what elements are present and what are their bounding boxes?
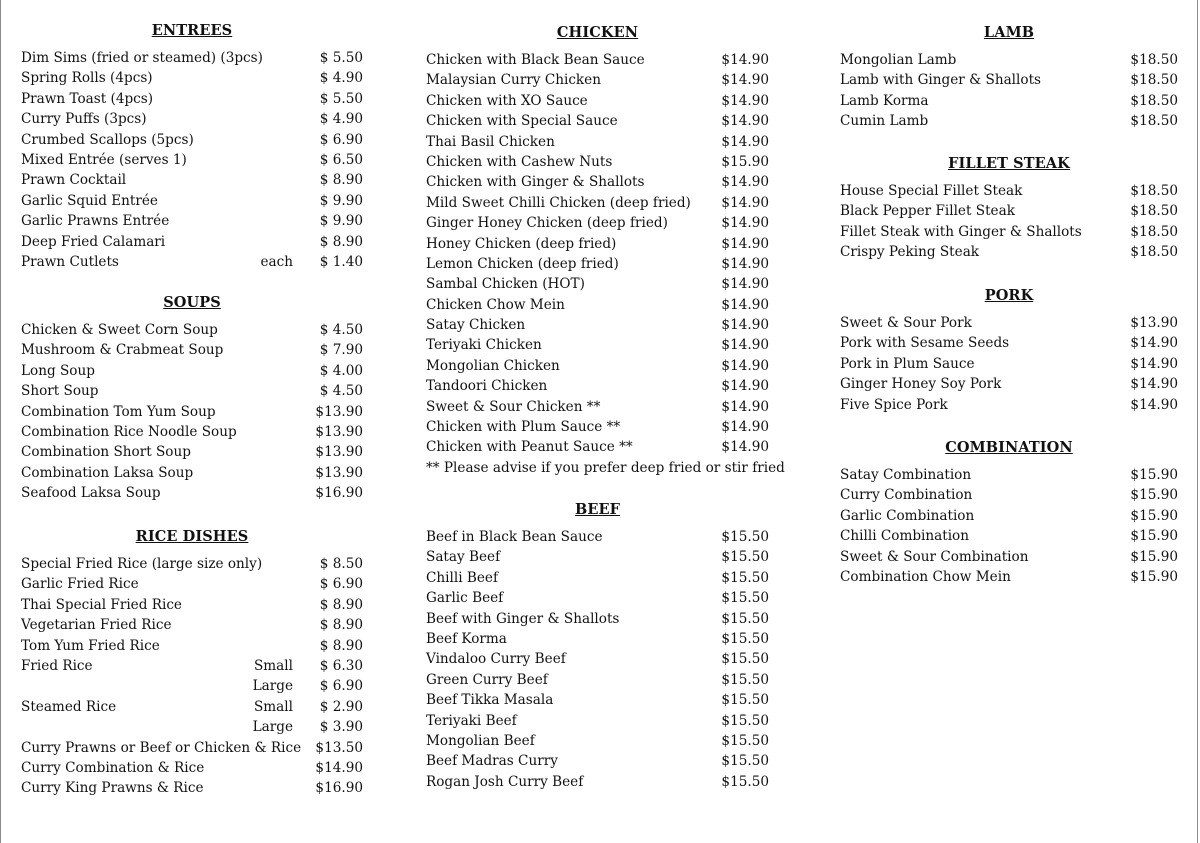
section-lamb bbox=[840, 22, 1178, 132]
item-price: $15.50 bbox=[721, 773, 769, 790]
item-price: $14.90 bbox=[721, 419, 769, 436]
menu-item bbox=[21, 211, 363, 231]
menu-item bbox=[21, 252, 363, 272]
item-name: Cumin Lamb bbox=[840, 113, 929, 130]
menu-item bbox=[21, 422, 363, 442]
item-price: $15.50 bbox=[721, 712, 769, 729]
item-price: $ 4.50 bbox=[319, 383, 363, 400]
menu-item bbox=[426, 91, 769, 111]
item-price: $14.90 bbox=[721, 215, 769, 232]
menu-item bbox=[426, 70, 769, 90]
menu-item bbox=[426, 50, 769, 70]
menu-item bbox=[426, 111, 769, 131]
menu-item bbox=[21, 48, 363, 68]
menu-item bbox=[426, 751, 769, 771]
menu-item bbox=[426, 274, 769, 294]
item-price: $14.90 bbox=[721, 337, 769, 354]
menu-item bbox=[426, 588, 769, 608]
item-price: $15.50 bbox=[721, 549, 769, 566]
section-title: SOUPS bbox=[163, 294, 221, 311]
item-size: each bbox=[260, 253, 293, 270]
item-price: $ 6.50 bbox=[319, 151, 363, 168]
menu-item bbox=[426, 335, 769, 355]
item-name: Tandoori Chicken bbox=[426, 378, 548, 395]
menu-item bbox=[426, 315, 769, 335]
item-price: $14.90 bbox=[721, 255, 769, 272]
item-price: $14.90 bbox=[721, 194, 769, 211]
item-price: $14.90 bbox=[1130, 355, 1178, 372]
menu-item bbox=[21, 574, 363, 594]
item-price: $15.50 bbox=[721, 590, 769, 607]
item-price: $16.90 bbox=[315, 485, 363, 502]
item-name: Prawn Toast (4pcs) bbox=[21, 90, 154, 107]
item-name: Thai Special Fried Rice bbox=[21, 596, 182, 613]
item-name: Mongolian Chicken bbox=[426, 357, 560, 374]
item-price: $15.90 bbox=[1130, 467, 1178, 483]
item-size: Small bbox=[253, 698, 293, 715]
item-name: Teriyaki Beef bbox=[426, 712, 517, 729]
item-name: Prawn Cocktail bbox=[21, 172, 127, 189]
item-name: Rogan Josh Curry Beef bbox=[426, 773, 584, 790]
menu-item bbox=[21, 150, 363, 170]
menu-item bbox=[426, 376, 769, 396]
item-price: $ 4.00 bbox=[319, 362, 363, 379]
item-name: Pork with Sesame Seeds bbox=[840, 335, 1010, 352]
item-name: Special Fried Rice (large size only) bbox=[21, 556, 263, 572]
item-name: Garlic Combination bbox=[840, 507, 975, 524]
item-name: Sweet & Sour Pork bbox=[840, 315, 972, 331]
menu-item bbox=[21, 615, 363, 635]
menu-item bbox=[21, 191, 363, 211]
menu-item bbox=[426, 690, 769, 710]
item-price: $15.50 bbox=[721, 529, 769, 545]
item-price: $15.50 bbox=[721, 569, 769, 586]
menu-item bbox=[426, 772, 769, 792]
section-pork bbox=[840, 285, 1178, 415]
menu-item bbox=[21, 320, 363, 340]
item-price: $ 7.90 bbox=[319, 342, 363, 359]
item-name: Chicken with Black Bean Sauce bbox=[426, 52, 645, 68]
menu-item bbox=[840, 374, 1178, 394]
menu-item bbox=[21, 232, 363, 252]
menu-item bbox=[426, 356, 769, 376]
menu-item bbox=[840, 333, 1178, 353]
section-entrees bbox=[21, 20, 363, 272]
menu-item bbox=[21, 738, 363, 758]
item-name: Curry Puffs (3pcs) bbox=[21, 111, 147, 128]
item-price: $15.50 bbox=[721, 671, 769, 688]
item-name: Black Pepper Fillet Steak bbox=[840, 203, 1015, 220]
menu-item bbox=[21, 402, 363, 422]
item-name: Mongolian Beef bbox=[426, 732, 535, 749]
item-name: Ginger Honey Chicken (deep fried) bbox=[426, 215, 668, 232]
item-price: $15.90 bbox=[721, 153, 769, 170]
item-name: Garlic Prawns Entrée bbox=[21, 213, 170, 230]
section-rice-dishes bbox=[21, 526, 363, 799]
item-price: $18.50 bbox=[1130, 72, 1178, 89]
item-name: Spring Rolls (4pcs) bbox=[21, 70, 153, 87]
item-name: Chicken & Sweet Corn Soup bbox=[21, 322, 218, 338]
item-price: $ 8.90 bbox=[319, 637, 363, 654]
item-price: $14.90 bbox=[721, 235, 769, 252]
menu-item bbox=[426, 234, 769, 254]
item-price: $15.50 bbox=[721, 651, 769, 668]
item-price: $ 6.90 bbox=[319, 131, 363, 148]
item-name: Lemon Chicken (deep fried) bbox=[426, 255, 619, 272]
item-price: $15.90 bbox=[1130, 528, 1178, 545]
item-price: $ 6.90 bbox=[319, 678, 363, 695]
menu-item bbox=[840, 91, 1178, 111]
item-price: $14.90 bbox=[721, 133, 769, 150]
item-price: $ 8.90 bbox=[319, 172, 363, 189]
item-name: Mixed Entrée (serves 1) bbox=[21, 151, 187, 168]
menu-item bbox=[426, 172, 769, 192]
item-price: $14.90 bbox=[1130, 335, 1178, 352]
item-price: $18.50 bbox=[1130, 203, 1178, 220]
menu-item bbox=[21, 68, 363, 88]
item-name: Combination Tom Yum Soup bbox=[21, 403, 216, 420]
item-price: $14.90 bbox=[721, 92, 769, 109]
item-name: Combination Rice Noodle Soup bbox=[21, 423, 237, 440]
section-title: PORK bbox=[984, 287, 1034, 304]
item-name: Garlic Squid Entrée bbox=[21, 192, 158, 209]
item-name: Mushroom & Crabmeat Soup bbox=[21, 342, 224, 359]
menu-item bbox=[21, 554, 363, 574]
menu-item bbox=[840, 485, 1178, 505]
item-price: $ 8.90 bbox=[319, 617, 363, 634]
menu-item bbox=[426, 417, 769, 437]
menu-item bbox=[840, 201, 1178, 221]
menu-item bbox=[426, 731, 769, 751]
item-name: Long Soup bbox=[21, 362, 95, 379]
item-name: Chilli Beef bbox=[426, 569, 498, 586]
item-name: Vindaloo Curry Beef bbox=[426, 651, 566, 668]
item-price: $14.90 bbox=[721, 174, 769, 191]
item-price: $13.90 bbox=[315, 444, 363, 461]
section-combination bbox=[840, 437, 1178, 587]
item-price: $ 4.90 bbox=[319, 70, 363, 87]
item-price: $ 2.90 bbox=[319, 698, 363, 715]
item-price: $ 9.90 bbox=[319, 192, 363, 209]
menu-item bbox=[840, 313, 1178, 333]
section-fillet-steak bbox=[840, 153, 1178, 263]
item-price: $13.90 bbox=[315, 464, 363, 481]
item-name: Curry Combination & Rice bbox=[21, 759, 205, 776]
menu-item bbox=[21, 656, 363, 676]
menu-item bbox=[426, 254, 769, 274]
menu-item bbox=[21, 361, 363, 381]
menu-item bbox=[840, 354, 1178, 374]
menu-item bbox=[840, 50, 1178, 70]
item-name: Curry Prawns or Beef or Chicken & Rice bbox=[21, 739, 302, 756]
menu-item bbox=[840, 465, 1178, 485]
item-size: Small bbox=[253, 657, 293, 674]
item-price: $13.90 bbox=[315, 403, 363, 420]
item-price: $18.50 bbox=[1130, 183, 1178, 199]
section-chicken bbox=[426, 22, 785, 478]
item-name: Beef Korma bbox=[426, 630, 507, 647]
menu-item bbox=[840, 222, 1178, 242]
section-beef bbox=[426, 499, 769, 792]
item-name: Satay Combination bbox=[840, 467, 972, 483]
item-price: $15.50 bbox=[721, 630, 769, 647]
item-price: $14.90 bbox=[721, 378, 769, 395]
item-price: $18.50 bbox=[1130, 92, 1178, 109]
item-name: Fried Rice bbox=[21, 657, 93, 674]
item-price: $16.90 bbox=[315, 780, 363, 797]
item-name: Chicken with XO Sauce bbox=[426, 92, 588, 109]
menu-item bbox=[840, 567, 1178, 587]
menu-item bbox=[840, 181, 1178, 201]
menu-item bbox=[21, 595, 363, 615]
item-name: Lamb with Ginger & Shallots bbox=[840, 72, 1042, 89]
item-name: Combination Chow Mein bbox=[840, 568, 1011, 585]
menu-item bbox=[426, 568, 769, 588]
item-name: Sweet & Sour Chicken ** bbox=[426, 398, 601, 415]
menu-item bbox=[426, 670, 769, 690]
item-price: $14.90 bbox=[721, 357, 769, 374]
item-price: $18.50 bbox=[1130, 52, 1178, 68]
menu-item bbox=[21, 89, 363, 109]
menu-item bbox=[21, 636, 363, 656]
item-size: Large bbox=[252, 719, 293, 736]
section-title: ENTREES bbox=[151, 22, 233, 39]
item-price: $ 9.90 bbox=[319, 213, 363, 230]
item-name: Thai Basil Chicken bbox=[426, 133, 555, 150]
item-name: Vegetarian Fried Rice bbox=[21, 617, 172, 634]
item-name: Chicken with Ginger & Shallots bbox=[426, 174, 645, 191]
section-title: FILLET STEAK bbox=[948, 155, 1070, 172]
menu-item bbox=[21, 717, 363, 737]
section-title: CHICKEN bbox=[556, 24, 639, 41]
item-price: $15.90 bbox=[1130, 507, 1178, 524]
item-price: $14.90 bbox=[721, 296, 769, 313]
menu-item bbox=[21, 483, 363, 503]
menu-item bbox=[21, 340, 363, 360]
item-price: $ 8.90 bbox=[319, 596, 363, 613]
item-name: Prawn Cutlets bbox=[21, 253, 119, 270]
item-name: Curry King Prawns & Rice bbox=[21, 780, 204, 797]
item-name: Combination Short Soup bbox=[21, 444, 191, 461]
item-name: Chicken with Plum Sauce ** bbox=[426, 419, 621, 436]
item-price: $15.50 bbox=[721, 610, 769, 627]
menu-item bbox=[426, 609, 769, 629]
menu-item bbox=[426, 213, 769, 233]
item-price: $14.90 bbox=[721, 439, 769, 456]
menu-item bbox=[21, 130, 363, 150]
menu-item bbox=[21, 697, 363, 717]
item-price: $ 6.90 bbox=[319, 576, 363, 593]
item-name: Garlic Fried Rice bbox=[21, 576, 139, 593]
item-name: Green Curry Beef bbox=[426, 671, 548, 688]
menu-item bbox=[840, 395, 1178, 415]
item-price: $15.50 bbox=[721, 732, 769, 749]
section-title: COMBINATION bbox=[945, 439, 1073, 456]
menu-item bbox=[426, 527, 769, 547]
item-price: $ 4.50 bbox=[319, 322, 363, 338]
item-name: Honey Chicken (deep fried) bbox=[426, 235, 617, 252]
item-name: Deep Fried Calamari bbox=[21, 233, 166, 250]
item-name: Seafood Laksa Soup bbox=[21, 485, 161, 502]
item-name: Chicken with Cashew Nuts bbox=[426, 153, 613, 170]
item-price: $ 4.90 bbox=[319, 111, 363, 128]
item-name: Ginger Honey Soy Pork bbox=[840, 376, 1002, 393]
item-name: Curry Combination bbox=[840, 487, 973, 504]
item-price: $14.90 bbox=[721, 276, 769, 293]
menu-item bbox=[426, 649, 769, 669]
item-name: Tom Yum Fried Rice bbox=[21, 637, 160, 654]
menu-item bbox=[21, 170, 363, 190]
menu-item bbox=[21, 778, 363, 798]
menu-item bbox=[840, 70, 1178, 90]
menu-item bbox=[21, 758, 363, 778]
menu-item bbox=[426, 295, 769, 315]
menu-item bbox=[426, 193, 769, 213]
item-name: Sambal Chicken (HOT) bbox=[426, 276, 585, 293]
item-price: $ 1.40 bbox=[319, 253, 363, 270]
item-price: $15.90 bbox=[1130, 568, 1178, 585]
item-name: Beef in Black Bean Sauce bbox=[426, 529, 603, 545]
item-price: $18.50 bbox=[1130, 223, 1178, 240]
item-price: $ 5.50 bbox=[319, 50, 363, 66]
item-price: $13.90 bbox=[315, 423, 363, 440]
menu-item bbox=[21, 463, 363, 483]
item-name: Mongolian Lamb bbox=[840, 52, 957, 68]
item-name: House Special Fillet Steak bbox=[840, 183, 1023, 199]
item-price: $15.90 bbox=[1130, 487, 1178, 504]
item-price: $14.90 bbox=[721, 317, 769, 334]
item-name: Chicken Chow Mein bbox=[426, 296, 565, 313]
item-price: $18.50 bbox=[1130, 244, 1178, 261]
item-name: Crispy Peking Steak bbox=[840, 244, 980, 261]
item-name: Satay Beef bbox=[426, 549, 501, 566]
item-name: Satay Chicken bbox=[426, 317, 526, 334]
item-price: $ 3.90 bbox=[319, 719, 363, 736]
item-name: Mild Sweet Chilli Chicken (deep fried) bbox=[426, 194, 691, 211]
item-name: Beef Madras Curry bbox=[426, 753, 558, 770]
menu-item bbox=[840, 111, 1178, 131]
item-price: $15.90 bbox=[1130, 548, 1178, 565]
item-price: $14.90 bbox=[721, 113, 769, 130]
item-name: Sweet & Sour Combination bbox=[840, 548, 1029, 565]
menu-item bbox=[21, 676, 363, 696]
item-name: Five Spice Pork bbox=[840, 396, 948, 413]
menu-item bbox=[840, 547, 1178, 567]
item-price: $ 8.90 bbox=[319, 233, 363, 250]
menu-item bbox=[840, 506, 1178, 526]
item-name: Teriyaki Chicken bbox=[426, 337, 542, 354]
item-price: $14.90 bbox=[721, 398, 769, 415]
item-price: $14.90 bbox=[721, 72, 769, 89]
menu-item bbox=[840, 526, 1178, 546]
item-name: Chilli Combination bbox=[840, 528, 970, 545]
item-price: $ 5.50 bbox=[319, 90, 363, 107]
item-price: $ 8.50 bbox=[319, 556, 363, 572]
section-title: BEEF bbox=[574, 501, 621, 518]
item-name: Chicken with Special Sauce bbox=[426, 113, 618, 130]
item-price: $15.50 bbox=[721, 692, 769, 709]
item-name: Garlic Beef bbox=[426, 590, 504, 607]
menu-item bbox=[21, 381, 363, 401]
item-price: $14.90 bbox=[315, 759, 363, 776]
item-price: $ 6.30 bbox=[319, 657, 363, 674]
item-name: Chicken with Peanut Sauce ** bbox=[426, 439, 633, 456]
menu-item bbox=[426, 547, 769, 567]
section-soups bbox=[21, 292, 363, 504]
menu-item bbox=[426, 132, 769, 152]
item-name: Short Soup bbox=[21, 383, 99, 400]
menu-item bbox=[426, 437, 769, 457]
item-name: Steamed Rice bbox=[21, 698, 117, 715]
item-size: Large bbox=[252, 678, 293, 695]
item-price: $13.50 bbox=[315, 739, 363, 756]
menu-item bbox=[426, 711, 769, 731]
section-note: ** Please advise if you prefer deep fried or stir fried bbox=[426, 459, 785, 476]
item-name: Lamb Korma bbox=[840, 92, 929, 109]
menu-item bbox=[426, 397, 769, 417]
item-name: Dim Sims (fried or steamed) (3pcs) bbox=[21, 50, 263, 66]
item-price: $13.90 bbox=[1130, 315, 1178, 331]
menu-item bbox=[21, 442, 363, 462]
menu-item bbox=[426, 152, 769, 172]
item-price: $14.90 bbox=[1130, 376, 1178, 393]
item-name: Combination Laksa Soup bbox=[21, 464, 194, 481]
item-name: Malaysian Curry Chicken bbox=[426, 72, 601, 89]
menu-item bbox=[426, 629, 769, 649]
item-name: Beef with Ginger & Shallots bbox=[426, 610, 620, 627]
item-name: Crumbed Scallops (5pcs) bbox=[21, 131, 194, 148]
item-price: $14.90 bbox=[721, 52, 769, 68]
item-price: $18.50 bbox=[1130, 113, 1178, 130]
section-title: RICE DISHES bbox=[135, 528, 249, 545]
menu-item bbox=[21, 109, 363, 129]
item-price: $15.50 bbox=[721, 753, 769, 770]
menu-item bbox=[840, 242, 1178, 262]
item-name: Pork in Plum Sauce bbox=[840, 355, 975, 372]
section-title: LAMB bbox=[983, 24, 1035, 41]
item-price: $14.90 bbox=[1130, 396, 1178, 413]
item-name: Beef Tikka Masala bbox=[426, 692, 554, 709]
item-name: Fillet Steak with Ginger & Shallots bbox=[840, 223, 1082, 240]
